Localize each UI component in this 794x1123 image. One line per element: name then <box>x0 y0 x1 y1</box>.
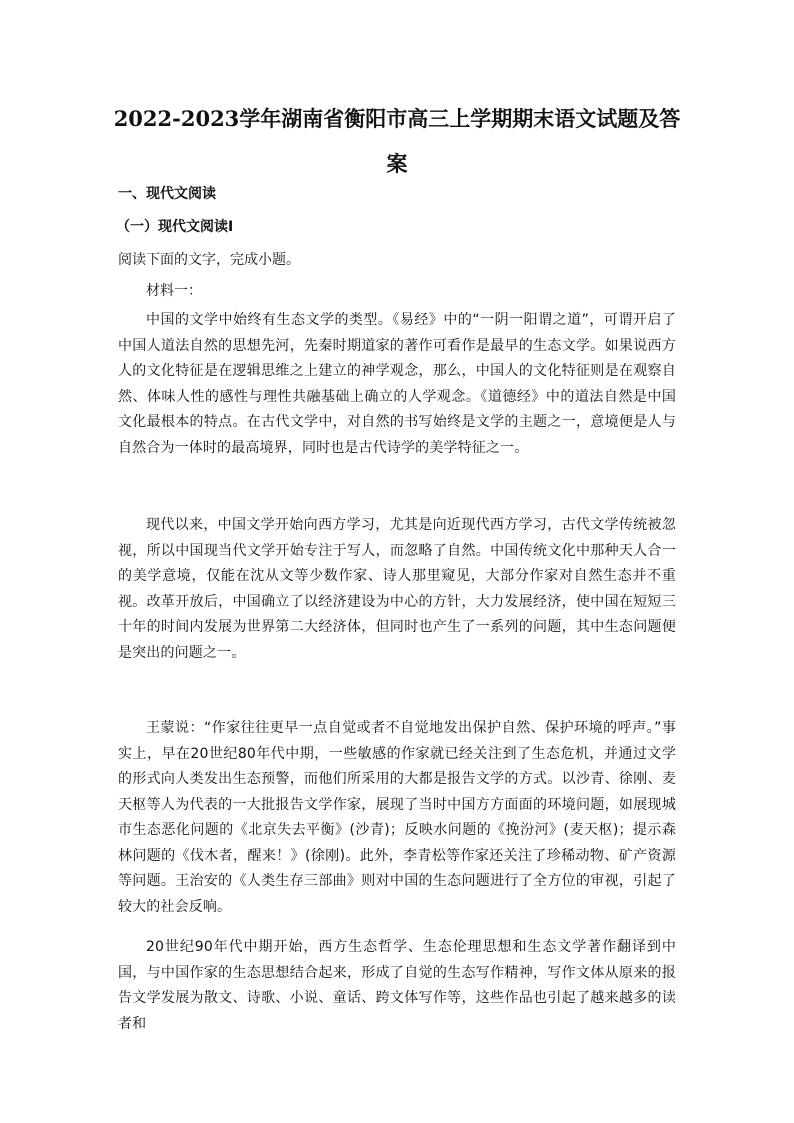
paragraph-4: 20世纪90年代中期开始，西方生态哲学、生态伦理思想和生态文学著作翻译到中国，与中国作家的生态思想结合起来，形成了自觉的生态写作精神，写作文体从原来的报告文学发展为散文、诗歌、小说、童话、跨文体写作等，这些作品也引起了越来越多的读者和 <box>118 939 676 1032</box>
document-title: 2022-2023学年湖南省衡阳市高三上学期期末语文试题及答案 <box>113 106 681 176</box>
paragraph-3: 王蒙说：“作家往往更早一点自觉或者不自觉地发出保护自然、保护环境的呼声。”事实上，早在20世纪80年代中期，一些敏感的作家就已经关注到了生态危机，并通过文学的形式向人类发出生态预警，而他们所采用的大都是报告文学的方式。以沙青、徐刚、麦天枢等人为代表的一大批报告文学作家，展现了当时中国方方面面的环境问题，如展现城市生态恶化问题的《北京失去平衡》(沙青)；反映水问题的《挽汾河》(麦天枢)；提示森林问题的《伐木者，醒来！》(徐刚)。此外，李青松等作家还关注了珍稀动物、矿产资源等问题。王治安的《人类生存三部曲》则对中国的生态问题进行了全方位的审视，引起了较大的社会反响。 <box>118 720 676 915</box>
instruction-text: 阅读下面的文字，完成小题。 <box>118 252 300 268</box>
subsection-heading: （一）现代文阅读Ⅰ <box>116 219 234 235</box>
paragraph-1: 中国的文学中始终有生态文学的类型。《易经》中的“一阴一阳谓之道”，可谓开启了中国人道法自然的思想先河，先秦时期道家的著作可看作是最早的生态文学。如果说西方人的文化特征是在逻辑思维之上建立的神学观念，那么，中国人的文化特征则是在观察自然、体味人性的感性与理性共融基础上确立的人学观念。《道德经》中的道法自然是中国文化最根本的特点。在古代文学中，对自然的书写始终是文学的主题之一，意境便是人与自然合为一体时的最高境界，同时也是古代诗学的美学特征之一。 <box>118 312 676 456</box>
section-heading: 一、现代文阅读 <box>118 186 216 202</box>
material-label: 材料一： <box>146 283 202 299</box>
paragraph-2: 现代以来，中国文学开始向西方学习，尤其是向近现代西方学习，古代文学传统被忽视，所以中国现当代文学开始专注于写人，而忽略了自然。中国传统文化中那种天人合一的美学意境，仅能在沈从文等少数作家、诗人那里窥见，大部分作家对自然生态并不重视。改革开放后，中国确立了以经济建设为中心的方针，大力发展经济，使中国在短短三十年的时间内发展为世界第二大经济体，但同时也产生了一系列的问题，其中生态问题便是突出的问题之一。 <box>118 517 676 661</box>
